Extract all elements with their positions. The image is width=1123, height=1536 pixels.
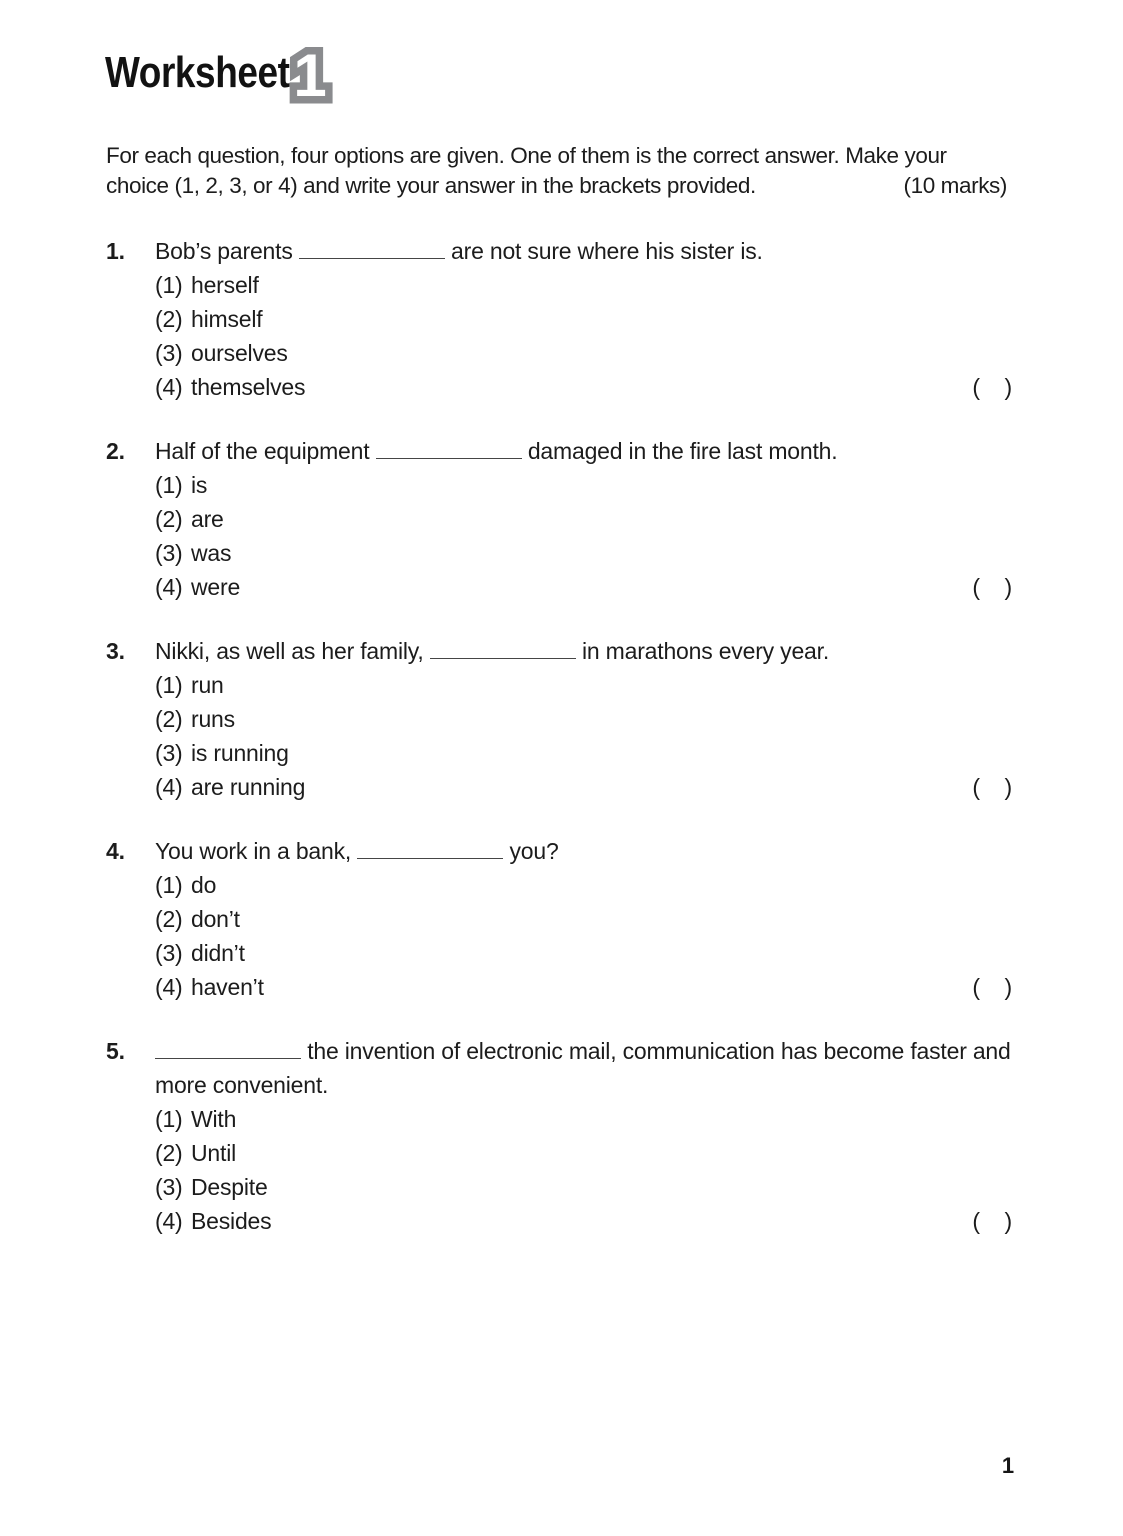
question-text xyxy=(155,834,1012,868)
question-5 xyxy=(106,1034,1012,1238)
question-3-stem xyxy=(106,634,1012,668)
option-label: do xyxy=(191,872,217,898)
option-number: (3) xyxy=(155,340,183,366)
option-number: (2) xyxy=(155,506,183,532)
option-label: Despite xyxy=(191,1174,268,1200)
option-row xyxy=(106,868,1012,902)
question-number: 2. xyxy=(106,438,125,464)
option-label: is xyxy=(191,472,208,498)
question-2 xyxy=(106,434,1012,604)
option-number: (1) xyxy=(155,272,183,298)
instructions-line-1: For each question, four options are given. One of them is the correct answer. Make your xyxy=(106,143,947,168)
option-row xyxy=(106,1204,1012,1238)
option-row xyxy=(106,936,1012,970)
option-label: were xyxy=(191,574,241,600)
option-row xyxy=(106,502,1012,536)
option-number: (1) xyxy=(155,1106,183,1132)
question-list xyxy=(106,234,1012,1268)
question-text xyxy=(155,234,1012,268)
option-row xyxy=(106,1170,1012,1204)
option-number: (1) xyxy=(155,672,183,698)
option-number: (2) xyxy=(155,1140,183,1166)
question-number: 3. xyxy=(106,638,125,664)
question-text-post: in marathons every year. xyxy=(581,638,830,664)
question-text-pre: Nikki, as well as her family, xyxy=(155,638,424,664)
option-number: (4) xyxy=(155,574,183,600)
option-number: (1) xyxy=(155,872,183,898)
option-label: With xyxy=(191,1106,237,1132)
option-number: (3) xyxy=(155,940,183,966)
question-text xyxy=(155,1034,1012,1102)
question-number: 4. xyxy=(106,838,125,864)
option-number: (2) xyxy=(155,306,183,332)
option-label: run xyxy=(191,672,224,698)
answer-bracket: ( ) xyxy=(972,1208,1012,1234)
option-row xyxy=(106,536,1012,570)
instructions xyxy=(106,141,1007,200)
option-row xyxy=(106,336,1012,370)
answer-blank xyxy=(357,855,503,859)
option-label: runs xyxy=(191,706,235,732)
worksheet-number-text: 1 xyxy=(293,42,327,108)
question-number: 1. xyxy=(106,238,125,264)
answer-bracket: ( ) xyxy=(972,574,1012,600)
question-text-post: are not sure where his sister is. xyxy=(451,238,763,264)
page-title: Worksheet xyxy=(105,48,290,97)
option-number: (4) xyxy=(155,374,183,400)
question-text-post: the invention of electronic mail, communication has become faster and more convenient. xyxy=(155,1038,1011,1098)
option-row xyxy=(106,902,1012,936)
option-label: himself xyxy=(191,306,263,332)
option-number: (2) xyxy=(155,906,183,932)
option-label: didn’t xyxy=(191,940,245,966)
option-number: (4) xyxy=(155,774,183,800)
question-text xyxy=(155,434,1012,468)
page-number: 1 xyxy=(1001,1453,1015,1478)
option-row xyxy=(106,268,1012,302)
option-number: (4) xyxy=(155,1208,183,1234)
option-label: Until xyxy=(191,1140,237,1166)
option-number: (1) xyxy=(155,472,183,498)
question-text-pre: Bob’s parents xyxy=(155,238,293,264)
option-row xyxy=(106,1136,1012,1170)
answer-bracket: ( ) xyxy=(972,974,1012,1000)
option-row xyxy=(106,302,1012,336)
answer-blank xyxy=(155,1055,301,1059)
option-label: is running xyxy=(191,740,289,766)
option-number: (4) xyxy=(155,974,183,1000)
option-label: was xyxy=(191,540,232,566)
option-row xyxy=(106,370,1012,404)
question-text-pre: Half of the equipment xyxy=(155,438,370,464)
option-row xyxy=(106,702,1012,736)
option-label: are running xyxy=(191,774,306,800)
option-row xyxy=(106,668,1012,702)
answer-bracket: ( ) xyxy=(972,774,1012,800)
question-text xyxy=(155,634,1012,668)
option-number: (3) xyxy=(155,1174,183,1200)
question-5-stem xyxy=(106,1034,1012,1102)
option-row xyxy=(106,970,1012,1004)
answer-blank xyxy=(376,455,522,459)
answer-bracket: ( ) xyxy=(972,374,1012,400)
question-text-pre: You work in a bank, xyxy=(155,838,352,864)
option-row xyxy=(106,770,1012,804)
option-label: are xyxy=(191,506,224,532)
question-4 xyxy=(106,834,1012,1004)
worksheet-number-graphic xyxy=(287,42,333,108)
option-row xyxy=(106,1102,1012,1136)
option-label: themselves xyxy=(191,374,306,400)
question-3 xyxy=(106,634,1012,804)
option-row xyxy=(106,736,1012,770)
option-label: don’t xyxy=(191,906,240,932)
question-text-post: damaged in the fire last month. xyxy=(527,438,838,464)
option-label: herself xyxy=(191,272,259,298)
question-text-post: you? xyxy=(509,838,559,864)
answer-blank xyxy=(299,255,445,259)
option-label: ourselves xyxy=(191,340,288,366)
option-label: Besides xyxy=(191,1208,272,1234)
option-row xyxy=(106,570,1012,604)
question-2-stem xyxy=(106,434,1012,468)
question-number: 5. xyxy=(106,1038,125,1064)
instructions-line-2 xyxy=(106,171,1007,201)
option-number: (3) xyxy=(155,740,183,766)
question-1-stem xyxy=(106,234,1012,268)
option-label: haven’t xyxy=(191,974,264,1000)
answer-blank xyxy=(430,655,576,659)
marks-label: (10 marks) xyxy=(903,172,1007,198)
option-number: (2) xyxy=(155,706,183,732)
option-number: (3) xyxy=(155,540,183,566)
question-1 xyxy=(106,234,1012,404)
question-4-stem xyxy=(106,834,1012,868)
instructions-line-2-text: choice (1, 2, 3, or 4) and write your answer in the brackets provided. xyxy=(106,172,756,198)
option-row xyxy=(106,468,1012,502)
